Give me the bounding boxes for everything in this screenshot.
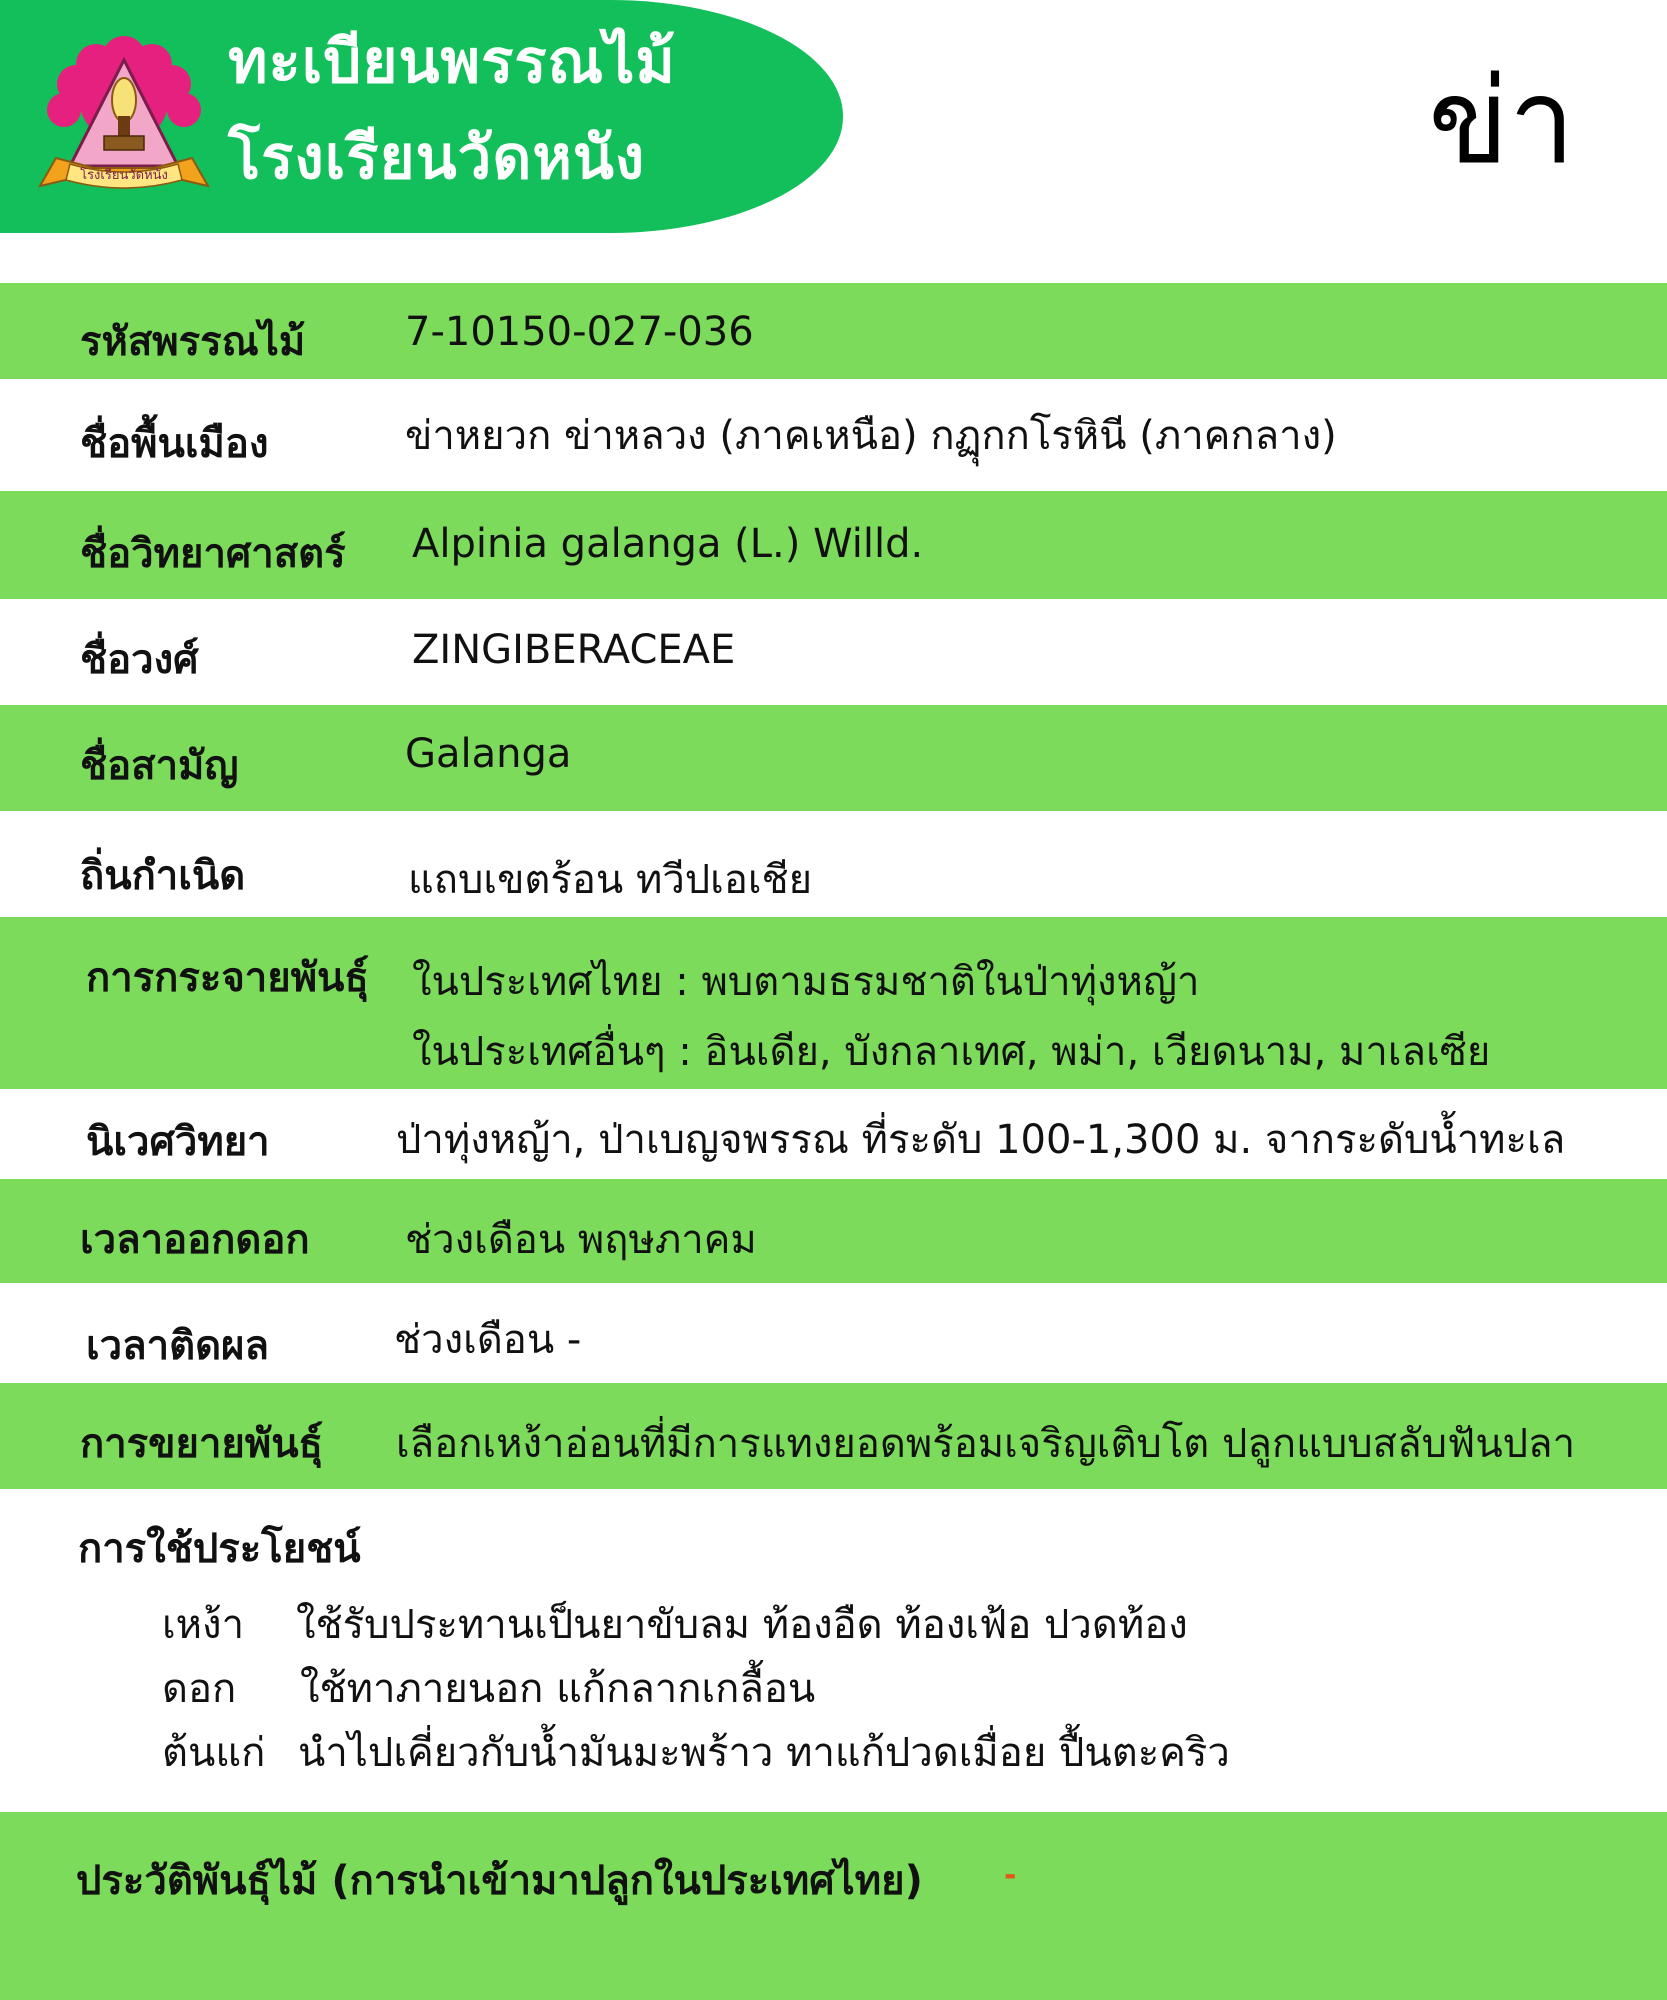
row-plant-code — [0, 283, 1667, 379]
value-distribution-line1: ในประเทศไทย : พบตามธรมชาติในป่าทุ่งหญ้า — [412, 959, 1200, 1005]
row-origin — [0, 811, 1667, 917]
label-fruiting-time: เวลาติดผล — [86, 1323, 270, 1369]
label-common-name: ชื่อสามัญ — [80, 743, 239, 789]
row-scientific-name — [0, 491, 1667, 599]
value-local-name: ข่าหยวก ข่าหลวง (ภาคเหนือ) กฏุกกโรหินี (ภาคกลาง) — [405, 413, 1337, 459]
row-local-name — [0, 379, 1667, 491]
label-propagation: การขยายพันธุ์ — [80, 1421, 323, 1467]
row-distribution — [0, 917, 1667, 1089]
value-distribution-line2: ในประเทศอื่นๆ : อินเดีย, บังกลาเทศ, พม่า, เวียดนาม, มาเลเซีย — [412, 1029, 1491, 1075]
label-ecology: นิเวศวิทยา — [86, 1119, 270, 1165]
label-plant-code: รหัสพรรณไม้ — [80, 319, 306, 365]
value-ecology: ป่าทุ่งหญ้า, ป่าเบญจพรรณ ที่ระดับ 100-1,300 ม. จากระดับน้ำทะเล — [396, 1117, 1566, 1163]
school-title-line2: โรงเรียนวัดหนัง — [228, 123, 646, 193]
label-history: ประวัติพันธุ์ไม้ (การนำเข้ามาปลูกในประเทศไทย) — [76, 1858, 923, 1904]
value-fruiting-time: ช่วงเดือน - — [394, 1317, 582, 1363]
value-origin: แถบเขตร้อน ทวีปเอเชีย — [408, 857, 813, 903]
value-common-name: Galanga — [405, 731, 572, 777]
row-ecology — [0, 1089, 1667, 1179]
logo-text: โรงเรียนวัดหนัง — [80, 168, 168, 183]
value-propagation: เลือกเหง้าอ่อนที่มีการแทงยอดพร้อมเจริญเติบโต ปลูกแบบสลับฟันปลา — [396, 1421, 1576, 1467]
value-scientific-name: Alpinia galanga (L.) Willd. — [412, 521, 924, 567]
school-title-line1: ทะเบียนพรรณไม้ — [228, 27, 676, 97]
use-desc-old-stem: นำไปเคี่ยวกับน้ำมันมะพร้าว ทาแก้ปวดเมื่อย ปื้นตะคริว — [298, 1730, 1230, 1776]
label-family-name: ชื่อวงศ์ — [80, 637, 199, 683]
label-distribution: การกระจายพันธุ์ — [86, 955, 369, 1001]
value-history: - — [1004, 1858, 1017, 1893]
use-part-rhizome: เหง้า — [162, 1602, 245, 1648]
school-logo — [34, 18, 214, 208]
use-part-flower: ดอก — [162, 1666, 237, 1712]
label-flowering-time: เวลาออกดอก — [80, 1217, 310, 1263]
value-family-name: ZINGIBERACEAE — [412, 627, 736, 673]
uses-title: การใช้ประโยชน์ — [78, 1526, 361, 1572]
row-flowering-time — [0, 1179, 1667, 1283]
use-desc-flower: ใช้ทาภายนอก แก้กลากเกลื้อน — [300, 1666, 816, 1712]
value-flowering-time: ช่วงเดือน พฤษภาคม — [405, 1217, 757, 1263]
row-fruiting-time — [0, 1283, 1667, 1383]
label-scientific-name: ชื่อวิทยาศาสตร์ — [80, 531, 346, 577]
row-common-name — [0, 705, 1667, 811]
row-propagation — [0, 1383, 1667, 1489]
plant-name: ข่า — [1428, 52, 1575, 190]
label-origin: ถิ่นกำเนิด — [80, 853, 246, 899]
use-part-old-stem: ต้นแก่ — [162, 1730, 266, 1776]
label-local-name: ชื่อพื้นเมือง — [80, 421, 269, 467]
value-plant-code: 7-10150-027-036 — [405, 309, 754, 355]
use-desc-rhizome: ใช้รับประทานเป็นยาขับลม ท้องอืด ท้องเฟ้อ ปวดท้อง — [296, 1602, 1188, 1648]
row-family-name — [0, 599, 1667, 705]
row-history — [0, 1812, 1667, 2000]
